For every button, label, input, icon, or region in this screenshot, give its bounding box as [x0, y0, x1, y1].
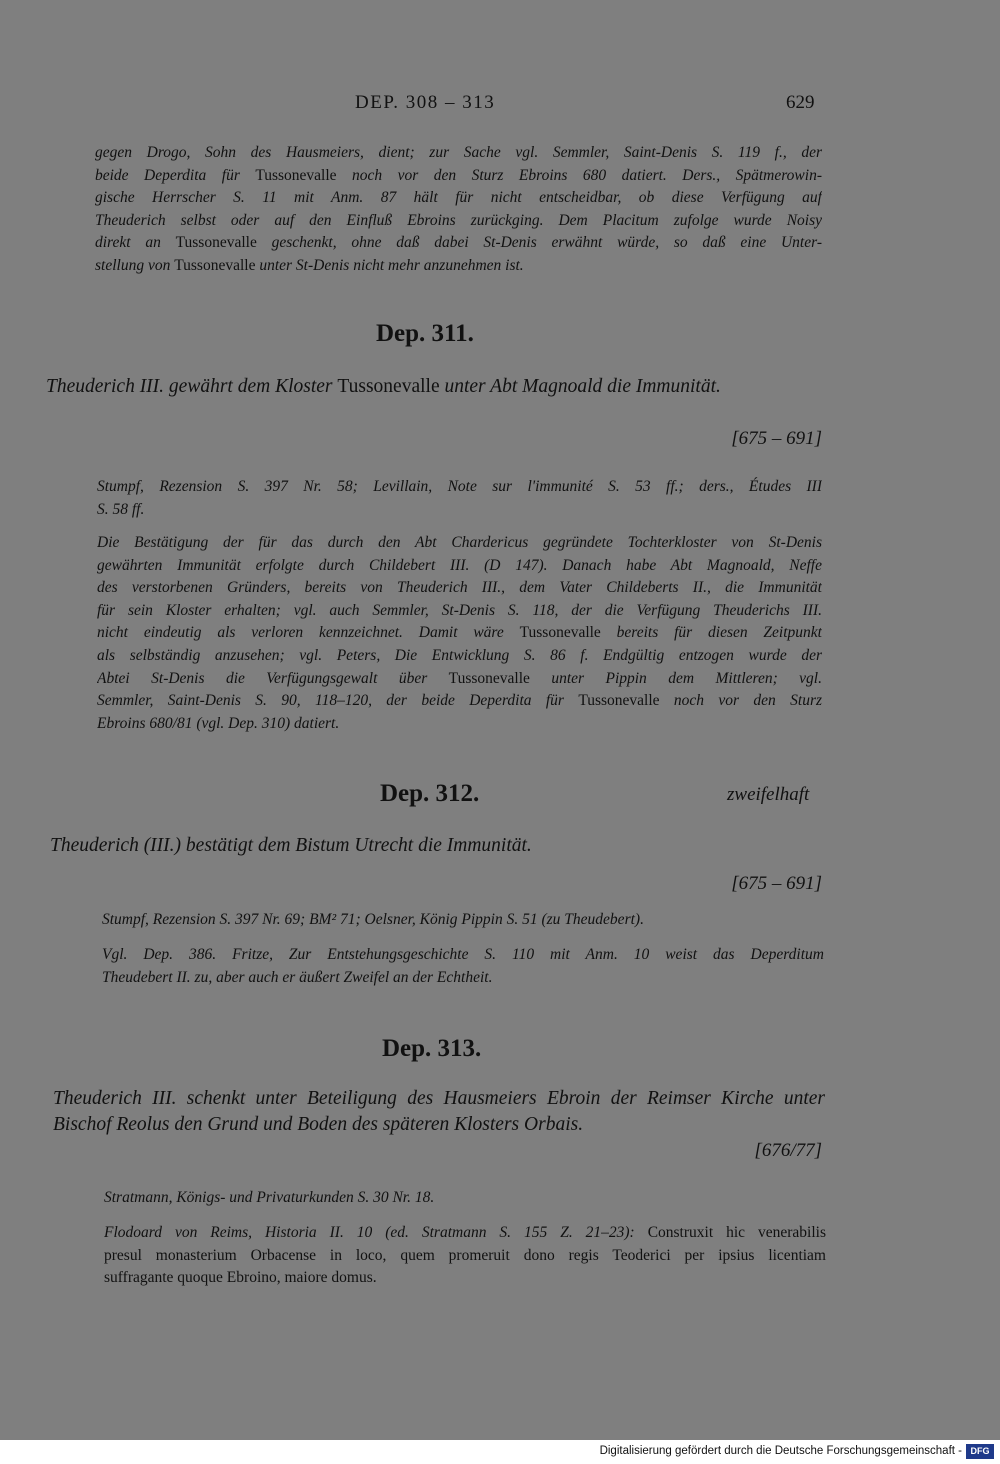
text-line — [104, 1267, 826, 1290]
italic-text: Abtei St-Denis die Verfügungsgewalt über — [97, 669, 449, 687]
entry-date: [675 – 691] — [731, 873, 822, 894]
text-line — [97, 499, 822, 522]
italic-text: Theuderich selbst oder auf den Einfluß Ebroins zurückging. Dem Placitum zufolge wurde Noisy — [95, 211, 822, 229]
dfg-logo-icon: DFG — [966, 1444, 994, 1459]
roman-text: Tussonevalle — [519, 624, 601, 642]
italic-text: noch vor den Sturz — [659, 692, 822, 710]
roman-text: Tussonevalle — [255, 166, 337, 184]
text-line — [95, 165, 822, 188]
text-line — [46, 374, 826, 400]
italic-text: des verstorbenen Gründers, bereits von Theuderich III., dem Vater Childeberts II., die Immunität — [97, 579, 822, 597]
text-line — [95, 210, 822, 233]
entry-date: [675 – 691] — [731, 428, 822, 449]
italic-text: bereits für diesen Zeitpunkt — [600, 624, 822, 642]
entry-sources — [97, 476, 822, 521]
italic-text: Theuderich III. schenkt unter Beteiligung des Hausmeiers Ebroin der Reimser Kirche unter — [53, 1088, 825, 1109]
text-line — [102, 967, 824, 990]
text-line — [97, 690, 822, 713]
text-line — [97, 645, 822, 668]
italic-text: Flodoard von Reims, Historia II. 10 (ed. Stratmann S. 155 Z. 21–23): — [104, 1224, 648, 1241]
italic-text: Bischof Reolus den Grund und Boden des späteren Klosters Orbais. — [53, 1114, 584, 1135]
italic-text: Ebroins 680/81 (vgl. Dep. 310) datiert. — [97, 714, 340, 732]
italic-text: gische Herrscher S. 11 mit Anm. 87 hält für nicht entscheidbar, ob diese Verfügung auf — [95, 189, 822, 207]
italic-text: gewährten Immunität erfolgte durch Childebert III. (D 147). Danach habe Abt Magnoald, Neffe — [97, 556, 822, 574]
entry-heading: Dep. 313. — [382, 1035, 482, 1062]
italic-text: unter Abt Magnoald die Immunität. — [439, 376, 721, 397]
entry-sources — [104, 1187, 826, 1210]
entry-regest — [46, 374, 826, 400]
running-head: DEP. 308 – 313 — [355, 92, 496, 113]
text-line — [95, 255, 822, 278]
italic-text: Theuderich (III.) bestätigt dem Bistum Utrecht die Immunität. — [50, 835, 532, 856]
italic-text: beide Deperdita für — [95, 166, 256, 184]
italic-text: Vgl. Dep. 386. Fritze, Zur Entstehungsgeschichte S. 110 mit Anm. 10 weist das Deperditum — [102, 946, 824, 963]
entry-commentary — [97, 532, 822, 735]
text-line — [97, 713, 822, 736]
roman-text: presul monasterium Orbacense in loco, quem promeruit dono regis Teoderici per ipsius licentiam — [104, 1246, 826, 1264]
text-line — [102, 944, 824, 967]
entry-sources — [102, 909, 824, 932]
entry-heading: Dep. 311. — [376, 320, 474, 347]
roman-text: Construxit hic venerabilis — [647, 1224, 826, 1241]
italic-text: Stumpf, Rezension S. 397 Nr. 69; BM² 71; Oelsner, König Pippin S. 51 (zu Theudebert). — [102, 911, 644, 928]
entry-commentary — [104, 1222, 826, 1290]
italic-text: für sein Kloster erhalten; vgl. auch Semmler, St-Denis S. 118, der die Verfügung Theuderichs III. — [97, 601, 822, 619]
italic-text: Semmler, Saint-Denis S. 90, 118–120, der beide Deperdita für — [97, 692, 579, 710]
italic-text: Die Bestätigung der für das durch den Abt Chardericus gegründete Tochterkloster von St-Denis — [97, 534, 822, 551]
text-line — [104, 1187, 826, 1210]
text-line — [53, 1112, 825, 1138]
text-line — [50, 833, 830, 859]
text-line — [53, 1086, 825, 1112]
roman-text: Tussonevalle — [448, 669, 530, 687]
italic-text: direkt an — [95, 234, 176, 252]
text-line — [95, 142, 822, 165]
text-line — [97, 476, 822, 499]
italic-text: nicht eindeutig als verloren kennzeichnet. Damit wäre — [97, 624, 520, 642]
text-line — [95, 232, 822, 255]
roman-text: Tussonevalle — [174, 256, 256, 274]
italic-text: Stratmann, Königs- und Privaturkunden S. 30 Nr. 18. — [104, 1189, 435, 1206]
text-line — [97, 668, 822, 691]
roman-text: Tussonevalle — [337, 376, 440, 397]
roman-text: suffragante quoque Ebroino, maiore domus. — [104, 1269, 377, 1287]
italic-text: stellung von — [95, 256, 175, 274]
italic-text: Stumpf, Rezension S. 397 Nr. 58; Levillain, Note sur l'immunité S. 53 ff.; ders., Études III — [97, 478, 822, 495]
italic-text: als selbständig anzusehen; vgl. Peters, Die Entwicklung S. 86 f. Endgültig entzogen wurde der — [97, 646, 822, 664]
entry-regest — [53, 1086, 825, 1138]
entry-qualifier: zweifelhaft — [727, 784, 810, 805]
entry-heading: Dep. 312. — [380, 780, 480, 807]
italic-text: noch vor den Sturz Ebroins 680 datiert. Ders., Spätmerowin- — [336, 166, 822, 184]
text-line — [104, 1245, 826, 1268]
entry-date: [676/77] — [754, 1140, 822, 1161]
entry-commentary — [102, 944, 824, 989]
text-line — [97, 555, 822, 578]
italic-text: Theudebert II. zu, aber auch er äußert Zweifel an der Echtheit. — [102, 968, 493, 986]
carryover-commentary — [95, 142, 822, 278]
text-line — [97, 532, 822, 555]
page-number: 629 — [786, 92, 815, 113]
text-line — [95, 187, 822, 210]
footer-credit: Digitalisierung gefördert durch die Deutsche Forschungsgemeinschaft - — [599, 1445, 962, 1457]
roman-text: Tussonevalle — [175, 234, 257, 252]
roman-text: Tussonevalle — [578, 692, 660, 710]
italic-text: Theuderich III. gewährt dem Kloster — [46, 376, 338, 397]
text-line — [97, 600, 822, 623]
italic-text: unter Pippin dem Mittleren; vgl. — [529, 669, 822, 687]
italic-text: unter St-Denis nicht mehr anzunehmen ist. — [255, 256, 524, 274]
text-line — [97, 577, 822, 600]
text-line — [102, 909, 824, 932]
italic-text: S. 58 ff. — [97, 500, 145, 518]
text-line — [104, 1222, 826, 1245]
text-line — [97, 622, 822, 645]
entry-regest — [50, 833, 830, 859]
digitization-footer — [0, 1440, 1000, 1464]
italic-text: gegen Drogo, Sohn des Hausmeiers, dient; zur Sache vgl. Semmler, Saint-Denis S. 119 f., der — [95, 144, 822, 161]
italic-text: geschenkt, ohne daß dabei St-Denis erwähnt würde, so daß eine Unter- — [256, 234, 822, 252]
